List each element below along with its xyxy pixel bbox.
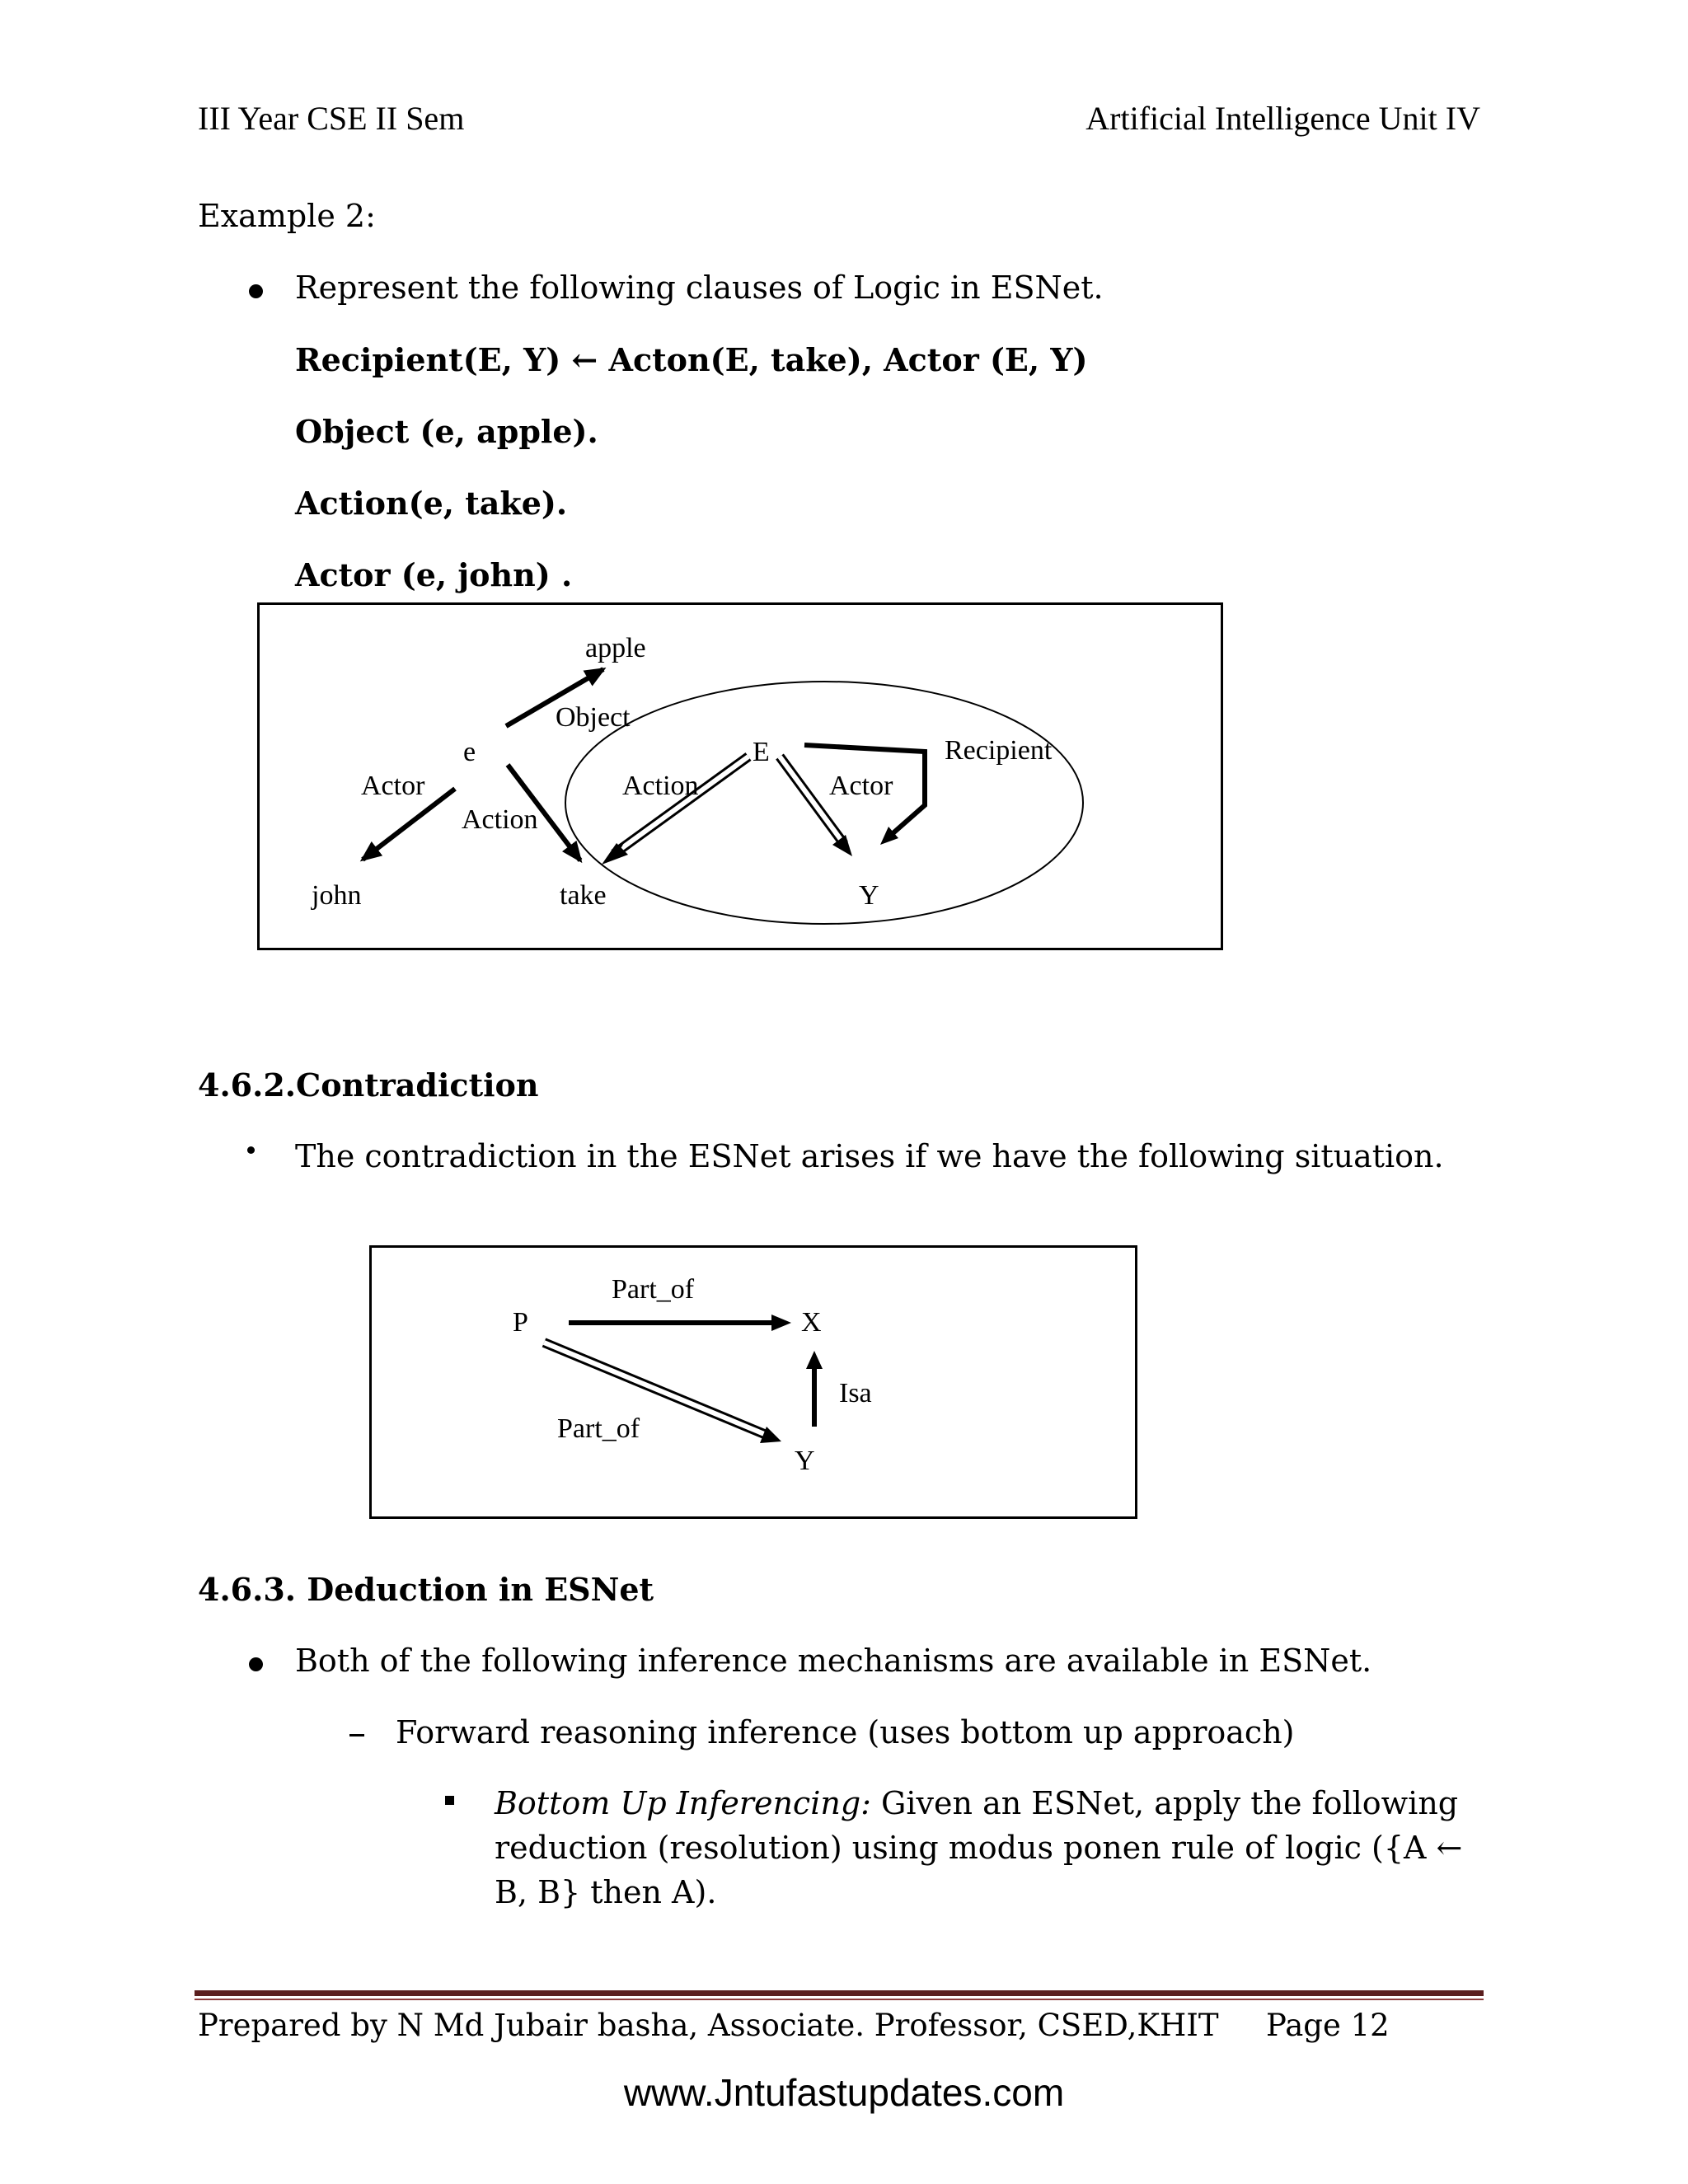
footer-rule: [195, 1990, 1484, 1996]
node-E: E: [753, 737, 770, 767]
clause-3: Action(e, take).: [295, 485, 568, 522]
esnet-diagram-2: [369, 1245, 1137, 1519]
footer-page-number: Page 12: [1266, 2008, 1390, 2043]
clause-1: Recipient(E, Y) ← Acton(E, take), Actor (E, Y): [295, 341, 1088, 378]
esnet-diagram-1: [257, 602, 1223, 950]
node-take: take: [560, 880, 607, 911]
item-italic: Bottom Up Inferencing:: [495, 1785, 871, 1821]
node-Y: Y: [795, 1446, 815, 1476]
label-recipient: Recipient: [945, 735, 1053, 766]
example-bullet: Represent the following clauses of Logic in ESNet.: [295, 269, 1104, 306]
footer-prepared-by: Prepared by N Md Jubair basha, Associate. Professor, CSED,KHIT: [198, 2008, 1219, 2043]
label-action-right: Action: [622, 771, 699, 801]
deduction-bullet: Both of the following inference mechanisms are available in ESNet.: [295, 1643, 1372, 1679]
footer-website[interactable]: www.Jntufastupdates.com: [623, 2071, 1065, 2114]
deduction-item-line1: [495, 1785, 1458, 1821]
header-left: III Year CSE II Sem: [198, 100, 465, 137]
footer-rule-thin: [195, 1999, 1484, 2000]
node-apple: apple: [585, 633, 646, 663]
label-actor-right: Actor: [829, 771, 893, 801]
deduction-item-line2: reduction (resolution) using modus ponen rule of logic ({A ←: [495, 1830, 1463, 1866]
example-title: Example 2:: [198, 198, 376, 234]
clause-4: Actor (e, john) .: [295, 556, 573, 593]
node-john: john: [312, 880, 362, 911]
label-object: Object: [556, 702, 631, 733]
label-action-left: Action: [462, 804, 538, 835]
label-actor-left: Actor: [361, 771, 425, 801]
item-line1-rest: Given an ESNet, apply the following: [870, 1785, 1459, 1821]
node-X: X: [801, 1307, 822, 1338]
diagram-2-frame: [371, 1247, 1137, 1518]
node-e: e: [463, 737, 476, 767]
label-part-of-bottom: Part_of: [557, 1413, 640, 1444]
deduction-item-line3: B, B} then A).: [495, 1874, 717, 1910]
contradiction-heading: 4.6.2.Contradiction: [198, 1066, 539, 1104]
bullet-icon: [247, 1146, 255, 1154]
square-bullet-icon: [445, 1796, 454, 1805]
node-P: P: [513, 1307, 528, 1338]
deduction-sub-bullet: Forward reasoning inference (uses bottom up approach): [396, 1714, 1295, 1750]
bullet-icon: [249, 284, 263, 298]
bullet-icon: [249, 1657, 263, 1671]
label-part-of-top: Part_of: [612, 1274, 695, 1305]
header-right: Artificial Intelligence Unit IV: [1085, 100, 1480, 137]
dash-icon: [349, 1734, 364, 1736]
contradiction-bullet: The contradiction in the ESNet arises if we have the following situation.: [295, 1138, 1444, 1174]
clause-2: Object (e, apple).: [295, 413, 598, 450]
context-ellipse: [565, 682, 1083, 924]
node-Y: Y: [859, 880, 879, 911]
deduction-heading: 4.6.3. Deduction in ESNet: [198, 1571, 654, 1608]
label-isa: Isa: [839, 1378, 872, 1408]
